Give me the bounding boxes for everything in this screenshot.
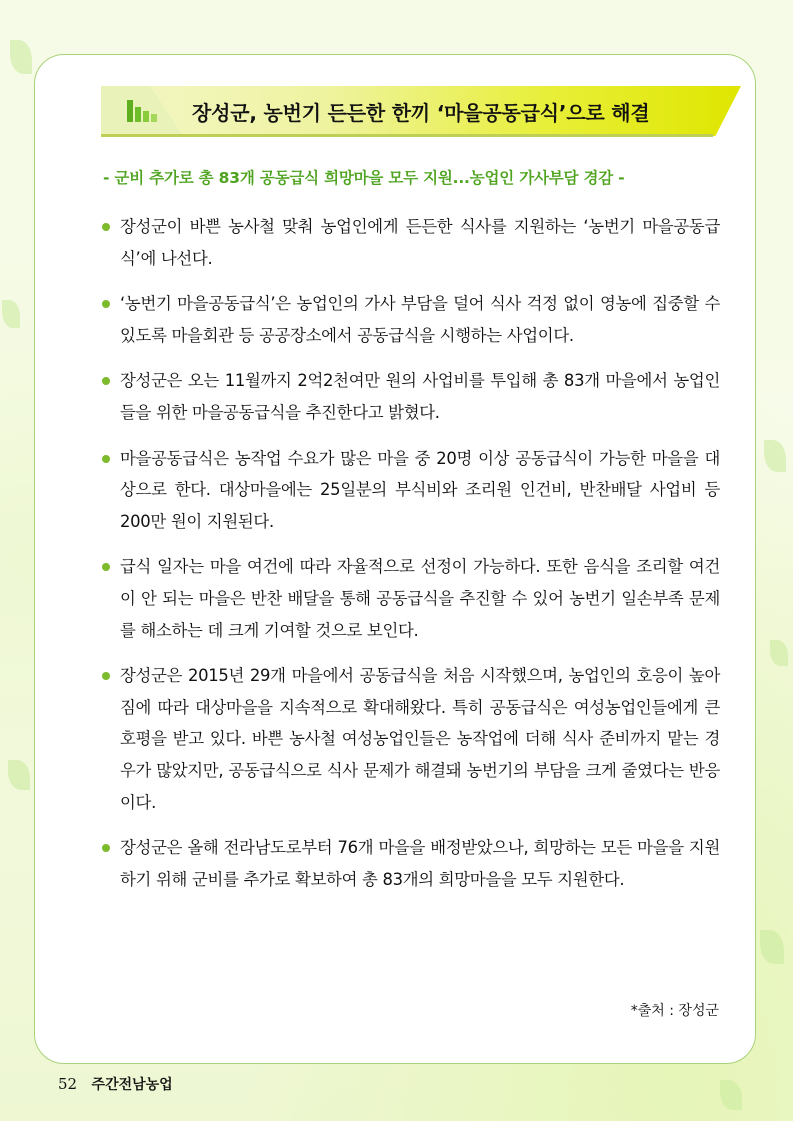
list-item-text: ‘농번기 마을공동급식’은 농업인의 가사 부담을 덜어 식사 걱정 없이 영농에 집중할 수 있도록 마을회관 등 공공장소에서 공동급식을 시행하는 사업이다. (120, 294, 720, 345)
leaf-decoration (764, 440, 786, 472)
list-item (102, 660, 720, 818)
bullet-icon (102, 377, 110, 385)
list-item-text: 급식 일자는 마을 여건에 따라 자율적으로 선정이 가능하다. 또한 음식을 조리할 여건이 안 되는 마을은 반찬 배달을 통해 공동급식을 추진할 수 있어 농번기 일손부족 문제를 해소하는 데 크게 기여할 것으로 보인다. (120, 557, 720, 640)
leaf-decoration (720, 1080, 742, 1110)
list-item-text: 마을공동급식은 농작업 수요가 많은 마을 중 20명 이상 공동급식이 가능한 마을을 대상으로 한다. 대상마을에는 25일분의 부식비와 조리원 인건비, 반찬배달 사업비 등 200만 원이 지원된다. (120, 448, 720, 531)
list-item-text: 장성군이 바쁜 농사철 맞춰 농업인에게 든든한 식사를 지원하는 ‘농번기 마을공동급식’에 나선다. (120, 217, 720, 268)
bullet-icon (102, 844, 110, 852)
list-item-text: 장성군은 오는 11월까지 2억2천여만 원의 사업비를 투입해 총 83개 마을에서 농업인들을 위한 마을공동급식을 추진한다고 밝혔다. (120, 371, 720, 422)
leaf-decoration (770, 640, 788, 666)
page-title: 장성군, 농번기 든든한 한끼 ‘마을공동급식’으로 해결 (192, 101, 650, 125)
list-item-text: 장성군은 2015년 29개 마을에서 공동급식을 처음 시작했으며, 농업인의 호응이 높아짐에 따라 대상마을을 지속적으로 확대해왔다. 특히 공동급식은 여성농업인들에게 큰 호평을 받고 있다. 바쁜 농사철 여성농업인들은 농작업에 더해 식사 준비까지 맡는 경우가 많았지만, 공동급식으로 식사 문제가 해결돼 농번기의 부담을 크게 줄였다는 반응이다. (120, 666, 720, 812)
bullet-icon (102, 300, 110, 308)
bullet-icon (102, 223, 110, 231)
page-footer (58, 1074, 173, 1094)
list-item (102, 365, 720, 428)
bullet-list (102, 211, 720, 909)
publication-name: 주간전남농업 (91, 1077, 173, 1093)
subtitle: - 군비 추가로 총 83개 공동급식 희망마을 모두 지원...농업인 가사부담 경감 - (103, 169, 625, 187)
list-item (102, 443, 720, 538)
bar-chart-icon (127, 96, 157, 122)
list-item-text: 장성군은 올해 전라남도로부터 76개 마을을 배정받았으나, 희망하는 모든 마을을 지원하기 위해 군비를 추가로 확보하여 총 83개의 희망마을을 모두 지원한다. (120, 838, 720, 889)
bullet-icon (102, 563, 110, 571)
source-credit: *출처 : 장성군 (630, 1003, 719, 1019)
leaf-decoration (760, 930, 784, 964)
page-number: 52 (58, 1075, 78, 1093)
title-underline (101, 134, 713, 137)
bullet-icon (102, 672, 110, 680)
list-item (102, 211, 720, 274)
list-item (102, 551, 720, 646)
list-item (102, 288, 720, 351)
list-item (102, 832, 720, 895)
leaf-decoration (8, 760, 30, 790)
bullet-icon (102, 455, 110, 463)
leaf-decoration (10, 40, 32, 74)
leaf-decoration (2, 300, 20, 328)
